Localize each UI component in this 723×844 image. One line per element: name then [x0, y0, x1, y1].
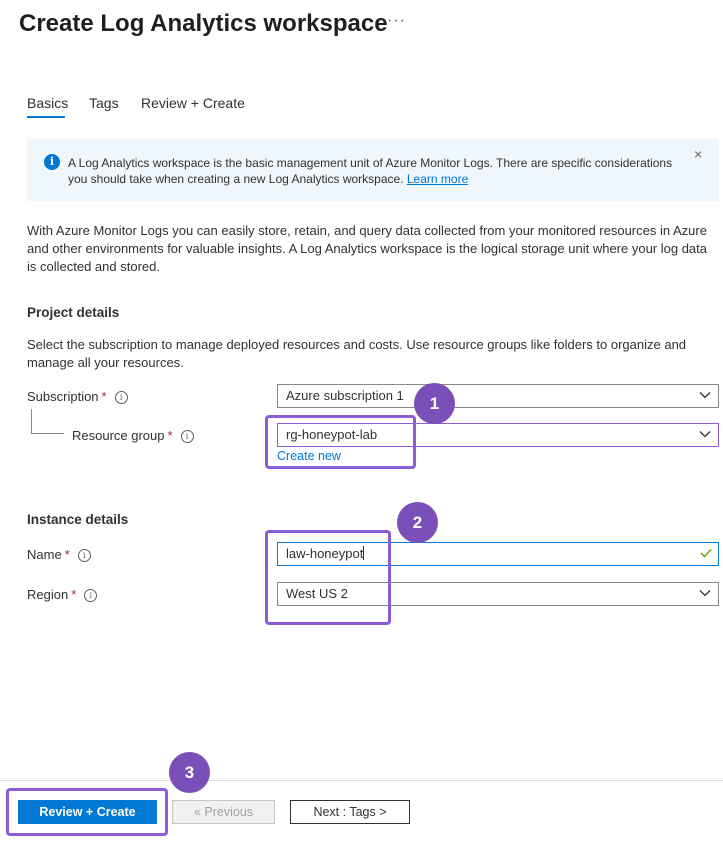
subscription-dropdown[interactable] — [277, 384, 719, 408]
chevron-down-icon — [699, 589, 711, 597]
subscription-label — [27, 389, 128, 404]
page-title: Create Log Analytics workspace — [19, 10, 388, 37]
info-tooltip-icon[interactable]: i — [181, 430, 194, 443]
required-indicator: * — [101, 389, 107, 404]
info-text — [68, 155, 678, 187]
name-label-text: Name — [27, 547, 62, 562]
create-new-link[interactable]: Create new — [277, 449, 341, 463]
project-details-description: Select the subscription to manage deployed resources and costs. Use resource groups like folders to organize and manage all your resources. — [27, 337, 687, 370]
resource-group-label — [72, 428, 194, 443]
required-indicator: * — [167, 428, 173, 443]
checkmark-icon — [700, 548, 712, 558]
tree-connector — [31, 409, 64, 434]
annotation-badge-2: 2 — [397, 502, 438, 543]
resource-group-label-text: Resource group — [72, 428, 165, 443]
name-value: law-honeypot — [286, 546, 364, 561]
close-icon[interactable]: × — [694, 146, 703, 162]
chevron-down-icon — [699, 430, 711, 438]
resource-group-value: rg-honeypot-lab — [286, 427, 378, 442]
review-create-button[interactable]: Review + Create — [18, 800, 157, 824]
info-tooltip-icon[interactable]: i — [84, 589, 97, 602]
chevron-down-icon — [699, 391, 711, 399]
previous-button: « Previous — [172, 800, 275, 824]
region-label-text: Region — [27, 587, 69, 602]
tab-tags[interactable]: Tags — [89, 95, 119, 111]
info-banner — [27, 139, 719, 201]
annotation-box-2 — [265, 530, 391, 625]
tab-review-create[interactable]: Review + Create — [141, 95, 245, 111]
learn-more-link[interactable]: Learn more — [406, 172, 469, 186]
name-label — [27, 547, 91, 562]
next-tags-button[interactable]: Next : Tags > — [290, 800, 410, 824]
workspace-description: With Azure Monitor Logs you can easily store, retain, and query data collected from your monitored resources in Azure and other environments for valuable insights. A Log Analytics workspace is the logical storage unit where your log data is collected and stored. — [27, 223, 708, 274]
project-details-title: Project details — [27, 305, 120, 320]
info-tooltip-icon[interactable]: i — [78, 549, 91, 562]
footer-divider — [0, 780, 723, 781]
required-indicator: * — [71, 587, 77, 602]
required-indicator: * — [64, 547, 70, 562]
region-value: West US 2 — [286, 586, 348, 601]
info-message: A Log Analytics workspace is the basic management unit of Azure Monitor Logs. There are specific considerations you should take when creating a new Log Analytics workspace. — [68, 156, 673, 186]
annotation-box-1 — [265, 415, 416, 469]
annotation-badge-1: 1 — [414, 383, 455, 424]
active-tab-indicator — [27, 116, 65, 118]
info-tooltip-icon[interactable]: i — [115, 391, 128, 404]
subscription-label-text: Subscription — [27, 389, 99, 404]
annotation-badge-3: 3 — [169, 752, 210, 793]
more-options-icon[interactable]: ··· — [387, 12, 406, 29]
tab-basics[interactable]: Basics — [27, 95, 69, 111]
region-label — [27, 587, 97, 602]
annotation-box-3 — [6, 788, 168, 836]
info-icon: i — [44, 154, 60, 170]
instance-details-title: Instance details — [27, 512, 129, 527]
subscription-value: Azure subscription 1 — [286, 388, 404, 403]
